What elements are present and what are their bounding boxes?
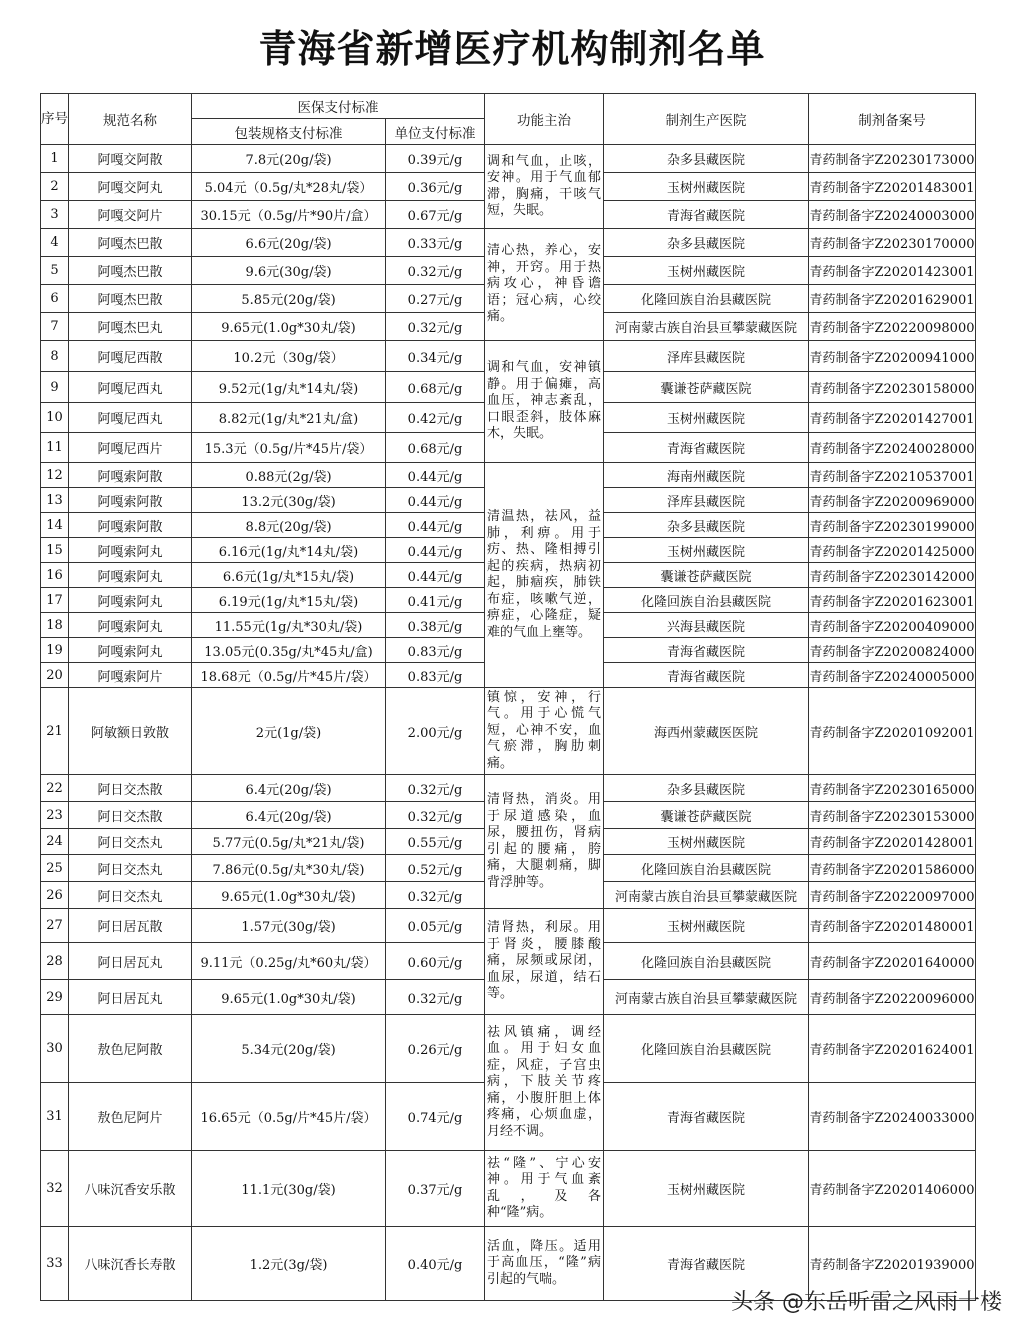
cell-unit: 0.67元/g <box>386 201 485 229</box>
cell-pkg: 9.6元(30g/袋) <box>192 257 386 285</box>
cell-pkg: 9.65元(1.0g*30丸/袋) <box>192 980 386 1015</box>
cell-name: 阿嘎索阿丸 <box>69 638 192 663</box>
cell-pkg: 6.4元(20g/袋) <box>192 802 386 829</box>
header-name: 规范名称 <box>69 94 192 145</box>
cell-seq: 25 <box>41 855 69 882</box>
cell-unit: 0.83元/g <box>386 663 485 688</box>
cell-unit: 0.83元/g <box>386 638 485 663</box>
cell-record: 青药制备字Z20201427001 <box>809 403 976 433</box>
cell-record: 青药制备字Z20230173000 <box>809 145 976 173</box>
cell-record: 青药制备字Z20200824000 <box>809 638 976 663</box>
cell-pkg: 15.3元（0.5g/片*45片/袋） <box>192 433 386 463</box>
cell-pkg: 9.65元(1.0g*30丸/袋) <box>192 882 386 909</box>
cell-hospital: 囊谦苍萨藏医院 <box>604 372 809 403</box>
cell-seq: 24 <box>41 829 69 855</box>
cell-pkg: 5.77元(0.5g/丸*21丸/袋) <box>192 829 386 855</box>
cell-record: 青药制备字Z20201586000 <box>809 855 976 882</box>
cell-name: 阿嘎交阿丸 <box>69 173 192 201</box>
cell-pkg: 10.2元（30g/袋） <box>192 341 386 372</box>
cell-unit: 0.44元/g <box>386 488 485 513</box>
cell-record: 青药制备字Z20220096000 <box>809 980 976 1015</box>
cell-hospital: 玉树州藏医院 <box>604 173 809 201</box>
cell-pkg: 18.68元（0.5g/片*45片/袋） <box>192 663 386 688</box>
header-hospital: 制剂生产医院 <box>604 94 809 145</box>
cell-record: 青药制备字Z20201629001 <box>809 285 976 313</box>
cell-hospital: 化隆回族自治县藏医院 <box>604 1015 809 1083</box>
cell-name: 阿日居瓦散 <box>69 909 192 943</box>
cell-seq: 23 <box>41 802 69 829</box>
cell-record: 青药制备字Z20201939000 <box>809 1227 976 1301</box>
cell-pkg: 6.4元(20g/袋) <box>192 775 386 802</box>
cell-seq: 20 <box>41 663 69 688</box>
cell-hospital: 囊谦苍萨藏医院 <box>604 563 809 588</box>
cell-hospital: 青海省藏医院 <box>604 433 809 463</box>
cell-name: 阿嘎尼西丸 <box>69 372 192 403</box>
cell-function: 祛风镇痛，调经血。用于妇女血症，风症，子宫虫病，下肢关节疼痛，小腹肝胆上体疼痛，心烦血虚，月经不调。 <box>485 1015 604 1151</box>
cell-record: 青药制备字Z20201640000 <box>809 943 976 980</box>
cell-pkg: 16.65元（0.5g/片*45片/袋） <box>192 1083 386 1151</box>
cell-name: 阿嘎杰巴丸 <box>69 313 192 341</box>
cell-pkg: 13.05元(0.35g/丸*45丸/盒) <box>192 638 386 663</box>
cell-name: 阿嘎尼西散 <box>69 341 192 372</box>
cell-unit: 0.32元/g <box>386 313 485 341</box>
cell-name: 阿日交杰丸 <box>69 882 192 909</box>
cell-seq: 8 <box>41 341 69 372</box>
cell-record: 青药制备字Z20201480001 <box>809 909 976 943</box>
page-title: 青海省新增医疗机构制剂名单 <box>258 27 766 71</box>
table-row <box>41 229 976 257</box>
header-func: 功能主治 <box>485 94 604 145</box>
cell-seq: 27 <box>41 909 69 943</box>
cell-name: 阿嘎杰巴散 <box>69 229 192 257</box>
cell-unit: 0.27元/g <box>386 285 485 313</box>
cell-name: 阿嘎索阿丸 <box>69 613 192 638</box>
cell-pkg: 9.65元(1.0g*30丸/袋) <box>192 313 386 341</box>
cell-seq: 28 <box>41 943 69 980</box>
cell-record: 青药制备字Z20230199000 <box>809 513 976 538</box>
cell-seq: 16 <box>41 563 69 588</box>
cell-name: 阿日居瓦丸 <box>69 943 192 980</box>
cell-hospital: 化隆回族自治县藏医院 <box>604 943 809 980</box>
cell-seq: 31 <box>41 1083 69 1151</box>
cell-seq: 11 <box>41 433 69 463</box>
cell-record: 青药制备字Z20230170000 <box>809 229 976 257</box>
cell-seq: 10 <box>41 403 69 433</box>
cell-unit: 0.41元/g <box>386 588 485 613</box>
cell-seq: 12 <box>41 463 69 488</box>
table-row <box>41 775 976 802</box>
watermark: 头条 @东岳听雷之风雨十楼 <box>731 1290 1002 1315</box>
cell-seq: 19 <box>41 638 69 663</box>
cell-unit: 0.32元/g <box>386 980 485 1015</box>
cell-unit: 0.44元/g <box>386 513 485 538</box>
cell-unit: 2.00元/g <box>386 688 485 775</box>
table-row <box>41 1015 976 1083</box>
cell-seq: 17 <box>41 588 69 613</box>
cell-hospital: 化隆回族自治县藏医院 <box>604 855 809 882</box>
cell-record: 青药制备字Z20201624001 <box>809 1015 976 1083</box>
cell-pkg: 5.85元(20g/袋) <box>192 285 386 313</box>
cell-unit: 0.05元/g <box>386 909 485 943</box>
cell-hospital: 杂多县藏医院 <box>604 775 809 802</box>
cell-seq: 30 <box>41 1015 69 1083</box>
cell-record: 青药制备字Z20200941000 <box>809 341 976 372</box>
cell-record: 青药制备字Z20230158000 <box>809 372 976 403</box>
cell-name: 八味沉香长寿散 <box>69 1227 192 1301</box>
cell-unit: 0.32元/g <box>386 775 485 802</box>
cell-record: 青药制备字Z20201425000 <box>809 538 976 563</box>
cell-unit: 0.44元/g <box>386 538 485 563</box>
cell-unit: 0.60元/g <box>386 943 485 980</box>
cell-unit: 0.32元/g <box>386 257 485 285</box>
cell-seq: 3 <box>41 201 69 229</box>
cell-name: 阿日居瓦丸 <box>69 980 192 1015</box>
cell-unit: 0.37元/g <box>386 1151 485 1227</box>
cell-record: 青药制备字Z20210537001 <box>809 463 976 488</box>
table-row <box>41 909 976 943</box>
header-record: 制剂备案号 <box>809 94 976 145</box>
header-pkg: 包装规格支付标准 <box>192 119 386 145</box>
cell-hospital: 泽库县藏医院 <box>604 341 809 372</box>
cell-unit: 0.38元/g <box>386 613 485 638</box>
cell-unit: 0.39元/g <box>386 145 485 173</box>
cell-name: 阿日交杰散 <box>69 775 192 802</box>
table-row <box>41 688 976 775</box>
cell-name: 阿嘎交阿散 <box>69 145 192 173</box>
cell-name: 阿嘎索阿散 <box>69 463 192 488</box>
cell-pkg: 7.8元(20g/袋) <box>192 145 386 173</box>
table-row <box>41 145 976 173</box>
cell-hospital: 囊谦苍萨藏医院 <box>604 802 809 829</box>
cell-seq: 26 <box>41 882 69 909</box>
cell-pkg: 2元(1g/袋) <box>192 688 386 775</box>
formulary-table <box>40 93 976 1301</box>
cell-hospital: 青海省藏医院 <box>604 1227 809 1301</box>
cell-seq: 7 <box>41 313 69 341</box>
cell-pkg: 1.2元(3g/袋) <box>192 1227 386 1301</box>
cell-seq: 1 <box>41 145 69 173</box>
cell-seq: 32 <box>41 1151 69 1227</box>
cell-name: 阿嘎尼西片 <box>69 433 192 463</box>
cell-hospital: 化隆回族自治县藏医院 <box>604 285 809 313</box>
cell-unit: 0.36元/g <box>386 173 485 201</box>
cell-name: 阿嘎索阿丸 <box>69 538 192 563</box>
cell-record: 青药制备字Z20201483001 <box>809 173 976 201</box>
cell-unit: 0.33元/g <box>386 229 485 257</box>
cell-seq: 18 <box>41 613 69 638</box>
cell-function: 清心热，养心，安神，开窍。用于热病攻心，神昏谵语；冠心病，心绞痛。 <box>485 229 604 341</box>
cell-record: 青药制备字Z20200409000 <box>809 613 976 638</box>
cell-function: 镇惊，安神，行气。用于心慌气短，心神不安，血气瘀滞，胸肋刺痛。 <box>485 688 604 775</box>
cell-record: 青药制备字Z20240033000 <box>809 1083 976 1151</box>
cell-unit: 0.74元/g <box>386 1083 485 1151</box>
cell-seq: 13 <box>41 488 69 513</box>
header-seq: 序号 <box>41 94 69 145</box>
cell-pkg: 30.15元（0.5g/片*90片/盒） <box>192 201 386 229</box>
cell-name: 阿嘎尼西丸 <box>69 403 192 433</box>
cell-unit: 0.34元/g <box>386 341 485 372</box>
cell-hospital: 杂多县藏医院 <box>604 145 809 173</box>
cell-hospital: 河南蒙古族自治县亘攀蒙藏医院 <box>604 313 809 341</box>
cell-record: 青药制备字Z20240005000 <box>809 663 976 688</box>
cell-pkg: 8.82元(1g/丸*21丸/盒) <box>192 403 386 433</box>
table-row <box>41 1151 976 1227</box>
cell-record: 青药制备字Z20201092001 <box>809 688 976 775</box>
cell-seq: 29 <box>41 980 69 1015</box>
cell-record: 青药制备字Z20201423001 <box>809 257 976 285</box>
cell-hospital: 化隆回族自治县藏医院 <box>604 588 809 613</box>
cell-unit: 0.44元/g <box>386 563 485 588</box>
cell-unit: 0.40元/g <box>386 1227 485 1301</box>
cell-record: 青药制备字Z20230142000 <box>809 563 976 588</box>
cell-function: 清肾热，利尿。用于肾炎，腰膝酸痛，尿频或尿闭，血尿，尿道，结石等。 <box>485 909 604 1015</box>
header-unit: 单位支付标准 <box>386 119 485 145</box>
cell-record: 青药制备字Z20201623001 <box>809 588 976 613</box>
cell-unit: 0.44元/g <box>386 463 485 488</box>
cell-unit: 0.68元/g <box>386 433 485 463</box>
cell-name: 阿嘎索阿散 <box>69 488 192 513</box>
cell-pkg: 6.16元(1g/丸*14丸/袋) <box>192 538 386 563</box>
cell-record: 青药制备字Z20201428001 <box>809 829 976 855</box>
cell-function: 调和气血，止咳，安神。用于气血郁滞，胸痛，干咳气短，失眠。 <box>485 145 604 229</box>
cell-name: 敖色尼阿片 <box>69 1083 192 1151</box>
cell-pkg: 9.11元（0.25g/丸*60丸/袋） <box>192 943 386 980</box>
cell-record: 青药制备字Z20220098000 <box>809 313 976 341</box>
cell-pkg: 7.86元(0.5g/丸*30丸/袋) <box>192 855 386 882</box>
table-body <box>41 145 976 1301</box>
cell-seq: 9 <box>41 372 69 403</box>
cell-unit: 0.68元/g <box>386 372 485 403</box>
cell-name: 阿嘎索阿丸 <box>69 588 192 613</box>
cell-name: 阿嘎交阿片 <box>69 201 192 229</box>
cell-seq: 5 <box>41 257 69 285</box>
cell-seq: 15 <box>41 538 69 563</box>
cell-pkg: 5.04元（0.5g/丸*28丸/袋） <box>192 173 386 201</box>
cell-record: 青药制备字Z20240028000 <box>809 433 976 463</box>
cell-pkg: 6.19元(1g/丸*15丸/袋) <box>192 588 386 613</box>
cell-function: 清肾热，消炎。用于尿道感染，血尿，腰扭伤，肾病引起的腰痛，胯痛，大腿刺痛，脚背浮肿等。 <box>485 775 604 909</box>
cell-hospital: 杂多县藏医院 <box>604 513 809 538</box>
cell-seq: 2 <box>41 173 69 201</box>
cell-name: 阿嘎索阿散 <box>69 513 192 538</box>
cell-pkg: 13.2元(30g/袋) <box>192 488 386 513</box>
cell-hospital: 青海省藏医院 <box>604 1083 809 1151</box>
cell-record: 青药制备字Z20201406000 <box>809 1151 976 1227</box>
cell-hospital: 青海省藏医院 <box>604 638 809 663</box>
cell-hospital: 海南州藏医院 <box>604 463 809 488</box>
cell-record: 青药制备字Z20220097000 <box>809 882 976 909</box>
cell-name: 阿嘎索阿丸 <box>69 563 192 588</box>
cell-pkg: 0.88元(2g/袋) <box>192 463 386 488</box>
header-pay: 医保支付标准 <box>192 94 485 119</box>
cell-unit: 0.26元/g <box>386 1015 485 1083</box>
cell-seq: 21 <box>41 688 69 775</box>
cell-hospital: 玉树州藏医院 <box>604 538 809 563</box>
cell-unit: 0.42元/g <box>386 403 485 433</box>
cell-function: 活血，降压。适用于高血压，“隆”病引起的气喘。 <box>485 1227 604 1301</box>
cell-name: 敖色尼阿散 <box>69 1015 192 1083</box>
cell-pkg: 9.52元(1g/丸*14丸/袋) <box>192 372 386 403</box>
cell-name: 阿嘎索阿片 <box>69 663 192 688</box>
cell-pkg: 8.8元(20g/袋) <box>192 513 386 538</box>
cell-hospital: 玉树州藏医院 <box>604 829 809 855</box>
cell-name: 阿日交杰丸 <box>69 829 192 855</box>
cell-name: 阿嘎杰巴散 <box>69 285 192 313</box>
cell-pkg: 11.55元(1g/丸*30丸/袋) <box>192 613 386 638</box>
cell-hospital: 海西州蒙藏医医院 <box>604 688 809 775</box>
cell-hospital: 河南蒙古族自治县亘攀蒙藏医院 <box>604 882 809 909</box>
cell-pkg: 1.57元(30g/袋) <box>192 909 386 943</box>
cell-name: 阿日交杰丸 <box>69 855 192 882</box>
cell-hospital: 玉树州藏医院 <box>604 257 809 285</box>
cell-name: 阿日交杰散 <box>69 802 192 829</box>
cell-hospital: 青海省藏医院 <box>604 201 809 229</box>
cell-record: 青药制备字Z20240003000 <box>809 201 976 229</box>
cell-unit: 0.32元/g <box>386 882 485 909</box>
cell-seq: 33 <box>41 1227 69 1301</box>
cell-record: 青药制备字Z20230165000 <box>809 775 976 802</box>
cell-pkg: 6.6元(1g/丸*15丸/袋) <box>192 563 386 588</box>
cell-seq: 6 <box>41 285 69 313</box>
cell-unit: 0.52元/g <box>386 855 485 882</box>
cell-record: 青药制备字Z20200969000 <box>809 488 976 513</box>
cell-pkg: 11.1元(30g/袋) <box>192 1151 386 1227</box>
cell-hospital: 青海省藏医院 <box>604 663 809 688</box>
cell-function: 清温热，祛风，益肺，利痹。用于疠、热、隆相搏引起的疾病，热病初起，肺痼疾，肺铁布症，咳嗽气逆，痹症，心隆症，疑难的气血上壅等。 <box>485 463 604 688</box>
cell-function: 调和气血，安神镇静。用于偏瘫，高血压，神志紊乱，口眼歪斜，肢体麻木，失眠。 <box>485 341 604 463</box>
cell-unit: 0.55元/g <box>386 829 485 855</box>
cell-seq: 22 <box>41 775 69 802</box>
cell-unit: 0.32元/g <box>386 802 485 829</box>
table-row <box>41 463 976 488</box>
cell-hospital: 玉树州藏医院 <box>604 1151 809 1227</box>
cell-name: 阿嘎杰巴散 <box>69 257 192 285</box>
cell-hospital: 玉树州藏医院 <box>604 909 809 943</box>
cell-hospital: 玉树州藏医院 <box>604 403 809 433</box>
cell-seq: 4 <box>41 229 69 257</box>
cell-function: 祛“隆”、宁心安神。用于气血紊乱，及各种“隆”病。 <box>485 1151 604 1227</box>
cell-pkg: 6.6元(20g/袋) <box>192 229 386 257</box>
cell-hospital: 河南蒙古族自治县亘攀蒙藏医院 <box>604 980 809 1015</box>
cell-name: 阿敏额日敦散 <box>69 688 192 775</box>
cell-record: 青药制备字Z20230153000 <box>809 802 976 829</box>
cell-pkg: 5.34元(20g/袋) <box>192 1015 386 1083</box>
cell-seq: 14 <box>41 513 69 538</box>
cell-hospital: 兴海县藏医院 <box>604 613 809 638</box>
cell-hospital: 泽库县藏医院 <box>604 488 809 513</box>
cell-name: 八味沉香安乐散 <box>69 1151 192 1227</box>
cell-hospital: 杂多县藏医院 <box>604 229 809 257</box>
table-row <box>41 341 976 372</box>
